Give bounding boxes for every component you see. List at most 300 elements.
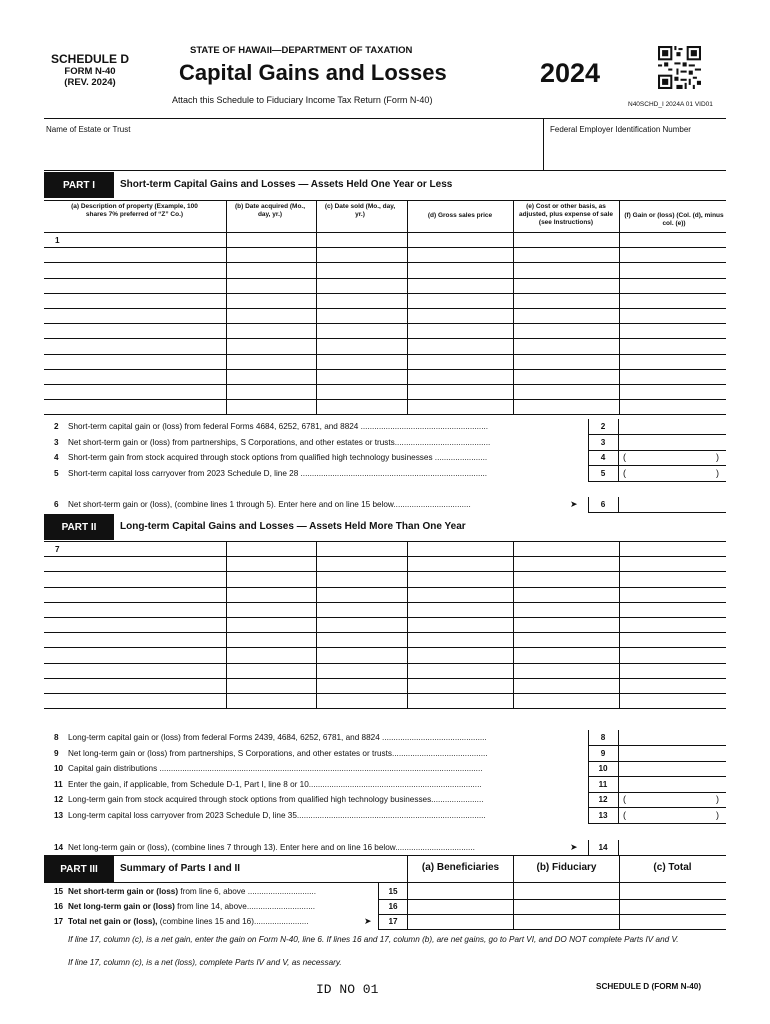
- line-number: 12: [54, 795, 64, 805]
- part1-cell[interactable]: [228, 294, 314, 307]
- col-fiduciary-header: (b) Fiduciary: [536, 862, 597, 873]
- box-rule: [618, 777, 619, 792]
- part1-bar: PART I: [44, 172, 114, 198]
- part1-col-rule: [513, 200, 514, 414]
- part2-cell[interactable]: [621, 648, 724, 661]
- box-rule: [588, 855, 726, 856]
- part2-cell[interactable]: [621, 633, 724, 646]
- part2-cell[interactable]: [409, 618, 511, 631]
- box-rule: [588, 497, 589, 512]
- part1-cell[interactable]: [621, 294, 724, 307]
- box-rule: [588, 792, 589, 807]
- part1-cell[interactable]: [621, 324, 724, 337]
- line-text: from line 6, above ..............................: [178, 887, 316, 896]
- part2-col-rule: [407, 541, 408, 708]
- box-rule: [618, 840, 619, 855]
- col-e-header: (e) Cost or other basis, as adjusted, plus expense of sale (see Instructions): [519, 203, 613, 226]
- part2-cell[interactable]: [621, 664, 724, 677]
- part2-cell[interactable]: [318, 633, 405, 646]
- part2-cell[interactable]: [228, 588, 314, 601]
- part2-cell[interactable]: [515, 618, 617, 631]
- part3-line-17: [54, 917, 374, 926]
- part2-cell[interactable]: [515, 603, 617, 616]
- line-number: 16: [54, 902, 64, 911]
- part2-cell[interactable]: [46, 648, 224, 661]
- part2-cell[interactable]: [409, 572, 511, 585]
- qr-code-icon: [658, 46, 701, 89]
- form-title: Capital Gains and Losses: [179, 60, 447, 85]
- part1-cell[interactable]: [409, 370, 511, 383]
- line-number: 15: [54, 887, 64, 896]
- note-net-gain: If line 17, column (c), is a net gain, enter the gain on Form N-40, line 6. If lines 16 and 17, column (b), are net gains, go to Part VI, and DO NOT complete Parts IV and V.: [68, 935, 679, 944]
- estate-name-field[interactable]: [46, 136, 540, 168]
- line-text: Net short-term gain or (loss), (combine lines 1 through 5). Enter here and on line 15 below..................................: [68, 500, 471, 510]
- part2-line-11: [54, 780, 579, 789]
- line-4-amount-field[interactable]: [620, 451, 724, 465]
- part1-cell[interactable]: [228, 355, 314, 368]
- paren-close: ): [716, 452, 719, 463]
- line-12-amount-field[interactable]: [620, 793, 724, 807]
- part2-cell[interactable]: [228, 633, 314, 646]
- part2-cell[interactable]: [409, 664, 511, 677]
- part2-cell[interactable]: [46, 618, 224, 631]
- part2-line-13: [54, 811, 579, 820]
- col-c-header: (c) Date sold (Mo., day, yr.): [324, 203, 396, 218]
- line-6-amount-field[interactable]: [620, 498, 724, 512]
- part1-cell[interactable]: [621, 370, 724, 383]
- part2-cell[interactable]: [515, 542, 617, 555]
- line-15-fiduciary-field[interactable]: [515, 885, 617, 899]
- part1-cell[interactable]: [409, 339, 511, 352]
- tax-year: 2024: [540, 58, 601, 88]
- part1-cell[interactable]: [409, 324, 511, 337]
- part1-cell[interactable]: [515, 400, 617, 413]
- line-9-amount-field[interactable]: [620, 747, 724, 761]
- part2-cell[interactable]: [621, 557, 724, 570]
- part1-row-rule: [44, 414, 726, 415]
- part2-cell[interactable]: [318, 542, 405, 555]
- part1-cell[interactable]: [409, 233, 511, 246]
- part1-cell[interactable]: [46, 294, 224, 307]
- line-3-amount-field[interactable]: [620, 436, 724, 450]
- part2-cell[interactable]: [409, 588, 511, 601]
- line-2-amount-field[interactable]: [620, 420, 724, 434]
- part1-cell[interactable]: [515, 248, 617, 261]
- col-d-header: (d) Gross sales price: [427, 212, 493, 219]
- part2-cell[interactable]: [46, 588, 224, 601]
- part2-cell[interactable]: [621, 694, 724, 707]
- part1-line-6: [54, 500, 579, 509]
- part1-title: Short-term Capital Gains and Losses — Assets Held One Year or Less: [120, 179, 453, 190]
- part2-cell[interactable]: [621, 603, 724, 616]
- box-rule: [618, 466, 619, 481]
- part2-cell[interactable]: [46, 664, 224, 677]
- part1-cell[interactable]: [515, 294, 617, 307]
- box-rule: [618, 450, 619, 465]
- part2-cell[interactable]: [409, 542, 511, 555]
- part2-cell[interactable]: [318, 679, 405, 692]
- part2-cell[interactable]: [318, 648, 405, 661]
- part1-cell[interactable]: [46, 279, 224, 292]
- box-rule: [378, 929, 726, 930]
- part1-cell[interactable]: [318, 355, 405, 368]
- part2-cell[interactable]: [228, 572, 314, 585]
- line-14-amount-field[interactable]: [620, 841, 724, 855]
- line-8-box-number: 8: [600, 733, 606, 742]
- part2-cell[interactable]: [409, 679, 511, 692]
- part2-cell[interactable]: [228, 694, 314, 707]
- part1-col-rule: [316, 200, 317, 414]
- part1-cell[interactable]: [515, 263, 617, 276]
- box-rule: [588, 450, 589, 465]
- line-number: 2: [54, 422, 59, 431]
- part2-bar: PART II: [44, 514, 114, 540]
- part1-cell[interactable]: [228, 309, 314, 322]
- part2-title: Long-term Capital Gains and Losses — Assets Held More Than One Year: [120, 521, 466, 532]
- line-12-box-number: 12: [598, 795, 608, 805]
- part1-cell[interactable]: [318, 400, 405, 413]
- part3-bar: PART III: [44, 856, 114, 882]
- part2-cell[interactable]: [318, 557, 405, 570]
- part1-cell[interactable]: [46, 324, 224, 337]
- part1-cell[interactable]: [318, 263, 405, 276]
- part2-line-8: [54, 733, 579, 742]
- part1-cell[interactable]: [409, 355, 511, 368]
- part2-row-rule: [44, 708, 726, 709]
- part2-cell[interactable]: [46, 572, 224, 585]
- box-rule: [588, 823, 726, 824]
- form-revision: (REV. 2024): [64, 77, 116, 88]
- part1-cell[interactable]: [409, 309, 511, 322]
- box-rule: [588, 761, 589, 776]
- part1-line-3: [54, 438, 579, 447]
- part2-cell[interactable]: [621, 679, 724, 692]
- part1-cell[interactable]: [515, 339, 617, 352]
- part1-cell[interactable]: [228, 370, 314, 383]
- part1-cell[interactable]: [409, 279, 511, 292]
- part2-cell[interactable]: [409, 633, 511, 646]
- line-text: Net long-term gain or (loss) from partnerships, S Corporations, and other estates or trusts..........................................: [68, 748, 488, 758]
- box-rule: [588, 435, 589, 450]
- part3-line-16: [54, 902, 374, 911]
- part1-cell[interactable]: [409, 248, 511, 261]
- line-number: 13: [54, 811, 64, 820]
- line-9-box-number: 9: [600, 748, 606, 758]
- line-16-fiduciary-field[interactable]: [515, 900, 617, 914]
- line-17-fiduciary-field[interactable]: [515, 915, 617, 929]
- part1-cell[interactable]: [228, 263, 314, 276]
- footer-schedule: SCHEDULE D (FORM N-40): [596, 982, 702, 991]
- part1-cell[interactable]: [318, 339, 405, 352]
- part1-cell[interactable]: [228, 324, 314, 337]
- box-rule: [618, 435, 619, 450]
- line-text: Net short-term gain or (loss) from partnerships, S Corporations, and other estates or trusts..........................................: [68, 437, 491, 447]
- part1-cell[interactable]: [318, 248, 405, 261]
- part2-cell[interactable]: [228, 648, 314, 661]
- part2-cell[interactable]: [515, 633, 617, 646]
- line-6-box-number: 6: [600, 500, 606, 510]
- part1-cell[interactable]: [515, 233, 617, 246]
- box-rule: [588, 466, 589, 481]
- part2-cell[interactable]: [228, 679, 314, 692]
- part2-cell[interactable]: [621, 618, 724, 631]
- part1-cell[interactable]: [318, 294, 405, 307]
- part2-line-14: [54, 843, 579, 852]
- part1-cell[interactable]: [46, 355, 224, 368]
- part1-col-rule: [407, 200, 408, 414]
- box-rule: [588, 840, 589, 855]
- part2-cell[interactable]: [46, 542, 224, 555]
- part2-cell[interactable]: [409, 557, 511, 570]
- part2-cell[interactable]: [515, 557, 617, 570]
- part2-cell[interactable]: [318, 572, 405, 585]
- part2-cell[interactable]: [46, 694, 224, 707]
- line-5-amount-field[interactable]: [620, 467, 724, 481]
- line-text: Capital gain distributions ..............................................................................................................................................: [68, 764, 483, 774]
- part2-cell[interactable]: [318, 618, 405, 631]
- fein-label: Federal Employer Identification Number: [550, 125, 691, 134]
- part2-col-rule: [316, 541, 317, 708]
- part1-cell[interactable]: [46, 400, 224, 413]
- line-text: Short-term capital loss carryover from 2023 Schedule D, line 28 ..................................................................................: [68, 468, 488, 478]
- line-number: 9: [54, 748, 59, 758]
- part1-cell[interactable]: [515, 309, 617, 322]
- part2-cell[interactable]: [228, 542, 314, 555]
- box-rule: [588, 746, 589, 761]
- paren-close: ): [716, 467, 719, 478]
- part2-cell[interactable]: [46, 633, 224, 646]
- part1-line-2: [54, 422, 579, 431]
- part1-cell[interactable]: [621, 339, 724, 352]
- line-text: Long-term capital gain or (loss) from federal Forms 2439, 4684, 6252, 6781, and 8824 ..............................................: [68, 733, 487, 742]
- line-number: 17: [54, 917, 64, 926]
- arrow-icon: ➤: [570, 841, 578, 852]
- box-rule: [618, 761, 619, 776]
- line-bold-label: Total net gain or (loss),: [68, 917, 158, 926]
- line-16-box-number: 16: [388, 902, 398, 911]
- line-number: 11: [54, 779, 63, 789]
- part2-cell[interactable]: [318, 694, 405, 707]
- part2-line-10: [54, 764, 579, 773]
- line-2-box-number: 2: [600, 422, 606, 431]
- line-16-total-field[interactable]: [621, 900, 723, 914]
- part2-cell[interactable]: [228, 618, 314, 631]
- part2-col-rule: [226, 541, 227, 708]
- part1-cell[interactable]: [46, 309, 224, 322]
- line-8-amount-field[interactable]: [620, 731, 724, 745]
- line-text: Long-term gain from stock acquired through stock options from qualified high technology businesses.......................: [68, 795, 484, 805]
- part1-cell[interactable]: [318, 309, 405, 322]
- form-id-code: N40SCHD_I 2024A 01 VID01: [628, 101, 713, 108]
- line-bold-label: Net short-term gain or (loss): [68, 887, 179, 896]
- part1-cell[interactable]: [46, 339, 224, 352]
- part1-cell[interactable]: [228, 248, 314, 261]
- part1-cell[interactable]: [228, 339, 314, 352]
- part2-cell[interactable]: [409, 603, 511, 616]
- line-10-amount-field[interactable]: [620, 762, 724, 776]
- paren-open: (: [623, 452, 626, 463]
- line-number: 8: [54, 733, 59, 742]
- part1-col-rule: [619, 200, 620, 414]
- paren-open: (: [623, 794, 626, 805]
- line-number: 4: [54, 453, 59, 463]
- box-rule: [618, 419, 619, 434]
- part1-cell[interactable]: [409, 400, 511, 413]
- part2-cell[interactable]: [515, 664, 617, 677]
- part1-cell[interactable]: [621, 248, 724, 261]
- part3-line-15: [54, 887, 374, 896]
- line-15-beneficiaries-field[interactable]: [409, 885, 511, 899]
- col-beneficiaries-header: (a) Beneficiaries: [421, 862, 500, 873]
- part1-cell[interactable]: [318, 233, 405, 246]
- part2-cell[interactable]: [318, 603, 405, 616]
- part1-cell[interactable]: [46, 248, 224, 261]
- part2-col-rule: [513, 541, 514, 708]
- row-7-label: 7: [55, 545, 60, 554]
- fein-field[interactable]: [546, 136, 724, 168]
- part1-cell[interactable]: [228, 233, 314, 246]
- part1-cell[interactable]: [228, 385, 314, 398]
- part2-cell[interactable]: [46, 603, 224, 616]
- part1-cell[interactable]: [318, 385, 405, 398]
- col-total-header: (c) Total: [653, 862, 692, 873]
- part2-cell[interactable]: [318, 588, 405, 601]
- part3-title: Summary of Parts I and II: [120, 863, 241, 874]
- part2-cell[interactable]: [228, 557, 314, 570]
- line-text: (combine lines 15 and 16)........................: [157, 917, 309, 926]
- line-text: Enter the gain, if applicable, from Schedule D-1, Part I, line 8 or 10............................................................................: [68, 779, 482, 789]
- line-number: 14: [54, 842, 64, 852]
- part1-cell[interactable]: [46, 385, 224, 398]
- part1-cell[interactable]: [621, 233, 724, 246]
- part2-cell[interactable]: [228, 603, 314, 616]
- part1-cell[interactable]: [621, 400, 724, 413]
- box-rule: [588, 808, 589, 823]
- id-number: ID NO 01: [316, 982, 379, 997]
- col-a-header: (a) Description of property (Example, 100 shares 7% preferred of “Z” Co.): [71, 203, 198, 218]
- line-text: from line 14, above..............................: [174, 902, 316, 911]
- part1-cell[interactable]: [621, 385, 724, 398]
- part2-cell[interactable]: [515, 679, 617, 692]
- part2-cell[interactable]: [409, 694, 511, 707]
- arrow-icon: ➤: [364, 916, 372, 926]
- line-17-box-number: 17: [388, 917, 398, 926]
- part1-cell[interactable]: [621, 355, 724, 368]
- part1-cell[interactable]: [409, 385, 511, 398]
- col-f-header: (f) Gain or (loss) (Col. (d), minus col. (e)): [624, 212, 724, 227]
- paren-close: ): [716, 810, 719, 820]
- part1-cell[interactable]: [318, 370, 405, 383]
- box-rule: [588, 512, 726, 513]
- part2-cell[interactable]: [621, 542, 724, 555]
- part1-line-5: [54, 469, 579, 478]
- part1-top-rule: [44, 200, 726, 201]
- part1-cell[interactable]: [409, 294, 511, 307]
- part2-cell[interactable]: [228, 664, 314, 677]
- part1-cell[interactable]: [515, 370, 617, 383]
- part1-cell[interactable]: [318, 324, 405, 337]
- part2-cell[interactable]: [515, 588, 617, 601]
- line-15-total-field[interactable]: [621, 885, 723, 899]
- part1-col-rule: [226, 200, 227, 414]
- part2-cell[interactable]: [409, 648, 511, 661]
- line-15-box-number: 15: [388, 887, 398, 896]
- part1-cell[interactable]: [228, 400, 314, 413]
- line-number: 6: [54, 500, 59, 510]
- paren-open: (: [623, 810, 626, 820]
- box-rule: [588, 730, 589, 745]
- schedule-header: [50, 52, 130, 88]
- part2-cell[interactable]: [46, 679, 224, 692]
- line-3-box-number: 3: [600, 437, 606, 447]
- part1-cell[interactable]: [409, 263, 511, 276]
- col-b-header: (b) Date acquired (Mo., day, yr.): [234, 203, 306, 218]
- attach-instruction: Attach this Schedule to Fiduciary Income Tax Return (Form N-40): [172, 95, 433, 105]
- line-bold-label: Net long-term gain or (loss): [68, 902, 175, 911]
- part1-cell[interactable]: [515, 385, 617, 398]
- arrow-icon: ➤: [570, 499, 578, 510]
- part2-cell[interactable]: [515, 648, 617, 661]
- line-16-beneficiaries-field[interactable]: [409, 900, 511, 914]
- line-text: Short-term capital gain or (loss) from federal Forms 4684, 6252, 6781, and 8824 ........................................................: [68, 422, 489, 431]
- part2-cell[interactable]: [515, 572, 617, 585]
- line-17-beneficiaries-field[interactable]: [409, 915, 511, 929]
- part1-cell[interactable]: [621, 309, 724, 322]
- line-text: Net long-term gain or (loss), (combine lines 7 through 13). Enter here and on line 16 below...................................: [68, 842, 475, 852]
- line-text: Long-term capital loss carryover from 2023 Schedule D, line 35...................................................................................: [68, 811, 486, 820]
- paren-close: ): [716, 794, 719, 805]
- part1-cell[interactable]: [621, 279, 724, 292]
- line-number: 10: [54, 764, 64, 774]
- part2-line-9: [54, 749, 579, 758]
- box-rule: [618, 497, 619, 512]
- part1-cell[interactable]: [621, 263, 724, 276]
- line-13-amount-field[interactable]: [620, 809, 724, 823]
- part2-cell[interactable]: [621, 588, 724, 601]
- line-10-box-number: 10: [598, 764, 608, 774]
- part2-col-rule: [619, 541, 620, 708]
- part2-cell[interactable]: [621, 572, 724, 585]
- part1-cell[interactable]: [46, 370, 224, 383]
- part1-cell[interactable]: [515, 355, 617, 368]
- part1-cell[interactable]: [46, 263, 224, 276]
- row-1-label: 1: [55, 236, 60, 245]
- part1-cell[interactable]: [228, 279, 314, 292]
- box-rule: [588, 419, 589, 434]
- line-number: 3: [54, 437, 59, 447]
- part1-cell[interactable]: [515, 279, 617, 292]
- part2-cell[interactable]: [515, 694, 617, 707]
- part2-cell[interactable]: [46, 557, 224, 570]
- paren-open: (: [623, 467, 626, 478]
- line-11-amount-field[interactable]: [620, 778, 724, 792]
- part1-cell[interactable]: [515, 324, 617, 337]
- line-13-box-number: 13: [598, 811, 608, 820]
- part1-cell[interactable]: [318, 279, 405, 292]
- line-17-total-field[interactable]: [621, 915, 723, 929]
- form-number: FORM N-40: [64, 66, 116, 77]
- part1-line-4: [54, 453, 579, 462]
- estate-name-label: Name of Estate or Trust: [46, 125, 131, 134]
- box-rule: [588, 481, 726, 482]
- part1-cell[interactable]: [46, 233, 224, 246]
- line-5-box-number: 5: [600, 468, 606, 478]
- line-4-box-number: 4: [600, 453, 606, 463]
- box-rule: [588, 777, 589, 792]
- box-rule: [618, 808, 619, 823]
- note-net-loss: If line 17, column (c), is a net (loss), complete Parts IV and V, as necessary.: [68, 958, 342, 967]
- part2-cell[interactable]: [318, 664, 405, 677]
